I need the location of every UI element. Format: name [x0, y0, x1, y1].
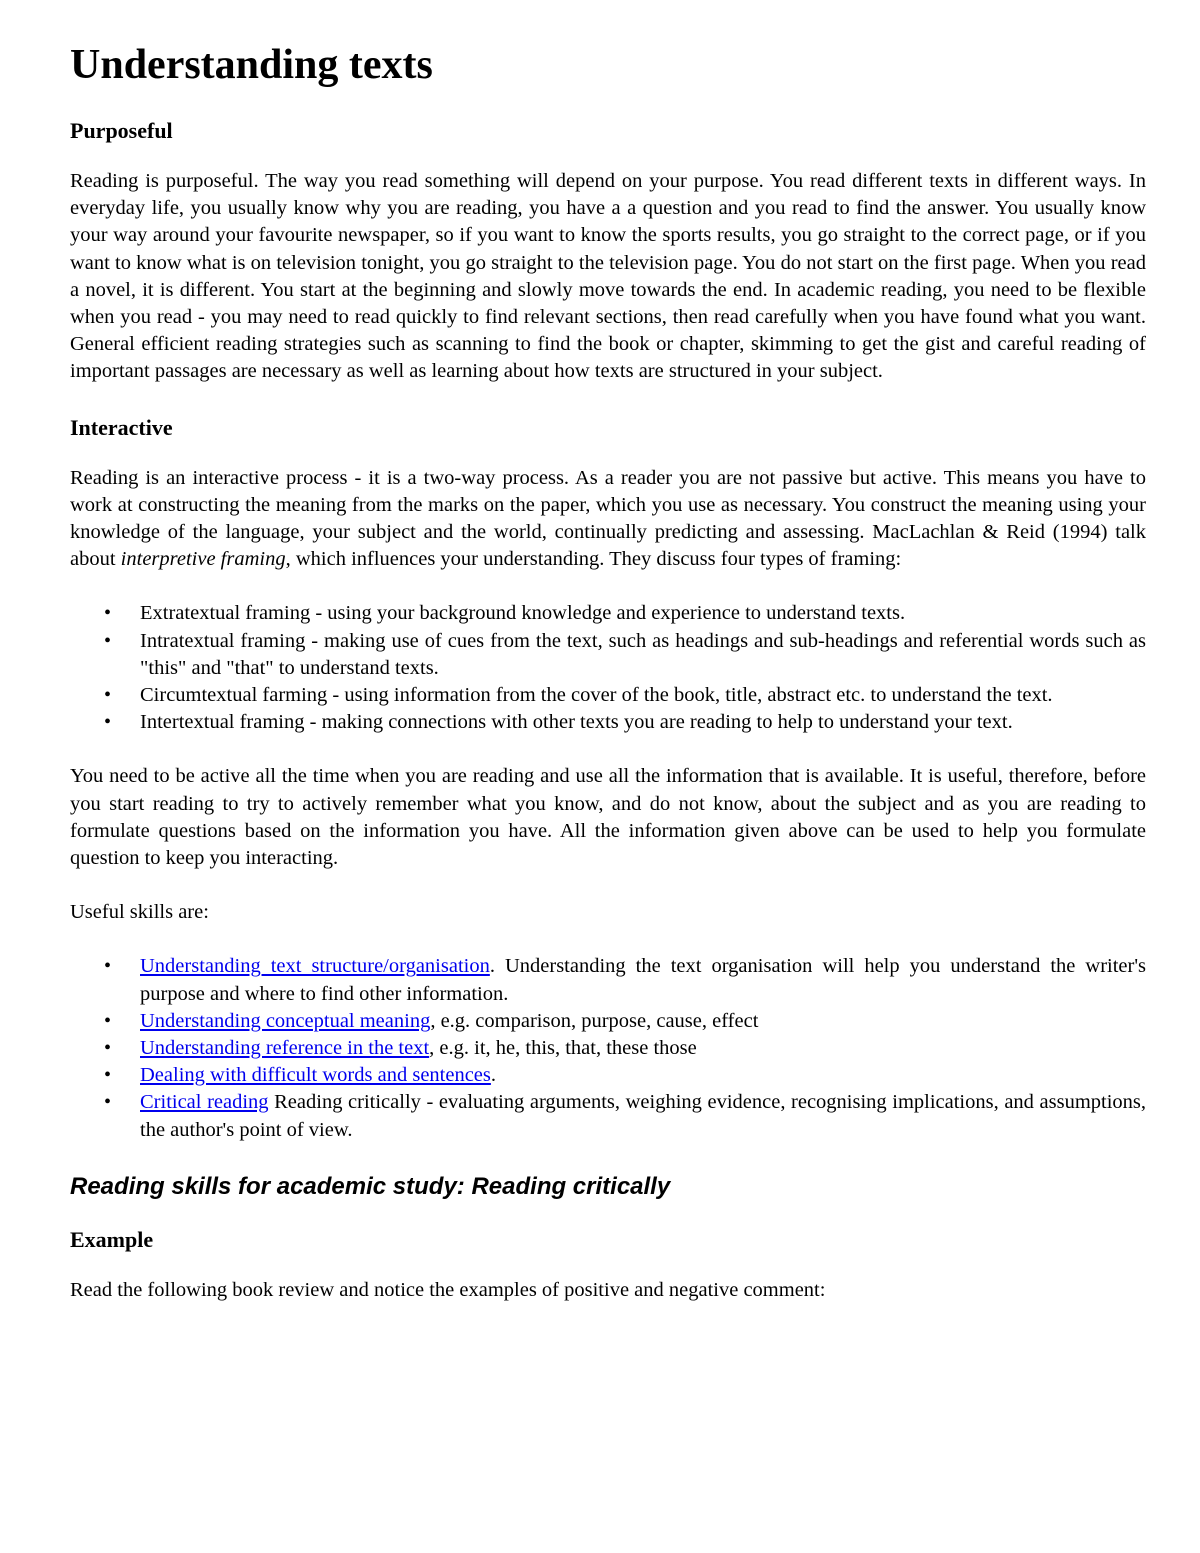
section-heading-interactive: Interactive — [70, 414, 173, 440]
document-page — [70, 38, 1146, 1331]
framing-list-item: • Circumtextual farming - using information from the cover of the book, title, abstract etc. to understand the text. — [140, 682, 1146, 709]
page-title: Understanding texts — [70, 42, 433, 88]
framing-list-item: • Extratextual framing - using your background knowledge and experience to understand texts. — [140, 600, 1146, 627]
skill-description: . — [490, 1064, 497, 1087]
purposeful-paragraph: Reading is purposeful. The way you read something will depend on your purpose. You read different texts in different ways. In everyday life, you usually know why you are reading, you have a a question and you read to find the answer. You usually know your way around your favourite newspaper, so if you want to know the sports results, you go straight to the correct page, or if you want to know what is on television tonight, you go straight to the television page. You do not start on the first page. When you read a novel, it is different. You start at the beginning and slowly move towards the end. In academic reading, you need to be flexible when you read - you may need to read quickly to find relevant sections, then read carefully when you have found what you want. General efficient reading strategies such as scanning to find the book or chapter, skimming to get the gist and careful reading of important passages are necessary as well as learning about how texts are structured in your subject. — [70, 170, 1146, 383]
skill-description: Reading critically - evaluating arguments, weighing evidence, recognising implications, and assumptions, the author's point of view. — [140, 1091, 1147, 1141]
skill-link-conceptual-meaning[interactable]: Understanding conceptual meaning — [140, 1009, 431, 1032]
interactive-paragraph-1 — [70, 465, 1146, 574]
skill-item — [140, 1062, 1146, 1089]
skill-description: , e.g. comparison, purpose, cause, effect — [430, 1009, 759, 1032]
framing-list — [70, 600, 1146, 736]
interpretive-framing-term: interpretive framing — [120, 548, 286, 571]
example-paragraph: Read the following book review and notice the examples of positive and negative comment: — [70, 1278, 826, 1301]
skill-link-difficult-words[interactable]: Dealing with difficult words and sentences — [140, 1064, 491, 1087]
skill-item — [140, 953, 1146, 1007]
skill-item — [140, 1089, 1146, 1143]
useful-skills-list — [70, 953, 1146, 1143]
framing-list-item: • Intratextual framing - making use of cues from the text, such as headings and sub-headings and referential words such as "this" and "that" to understand texts. — [140, 628, 1146, 682]
interactive-paragraph-2: You need to be active all the time when you are reading and use all the information that is available. It is useful, therefore, before you start reading to try to actively remember what you know, and do not know, about the subject and as you are reading to formulate questions based on the information you have. All the information given above can be used to help you formulate question to keep you interacting. — [70, 765, 1146, 870]
section-heading-reading-skills: Reading skills for academic study: Reading critically — [70, 1172, 671, 1200]
interactive-paragraph-1-start: Reading is an interactive process - it is a two-way process. As a reader you are not passive but active. This means you have to work at constructing the meaning from the marks on the paper, which you use as necessary. You construct the meaning using your knowledge of the language, your subject and the world, continually predicting and assessing. MacLachlan & Reid (1994) talk about — [70, 466, 1146, 571]
interactive-paragraph-1-end: , which influences your understanding. They discuss four types of framing: — [285, 548, 902, 571]
section-heading-example: Example — [70, 1226, 154, 1252]
skill-link-reference[interactable]: Understanding reference in the text — [140, 1037, 430, 1060]
skill-item — [140, 1035, 1146, 1062]
skill-description: . Understanding the text organisation will help you understand the writer's purpose and where to find other information. — [140, 955, 1147, 1005]
skill-link-text-structure[interactable]: Understanding text structure/organisation — [140, 955, 490, 978]
skill-description: , e.g. it, he, this, that, these those — [429, 1037, 697, 1060]
section-heading-purposeful: Purposeful — [70, 118, 173, 143]
skill-link-critical-reading[interactable]: Critical reading — [140, 1091, 269, 1114]
framing-list-item: • Intertextual framing - making connections with other texts you are reading to help to understand your text. — [140, 709, 1146, 736]
skill-item — [140, 1008, 1146, 1035]
useful-skills-intro: Useful skills are: — [70, 901, 209, 924]
